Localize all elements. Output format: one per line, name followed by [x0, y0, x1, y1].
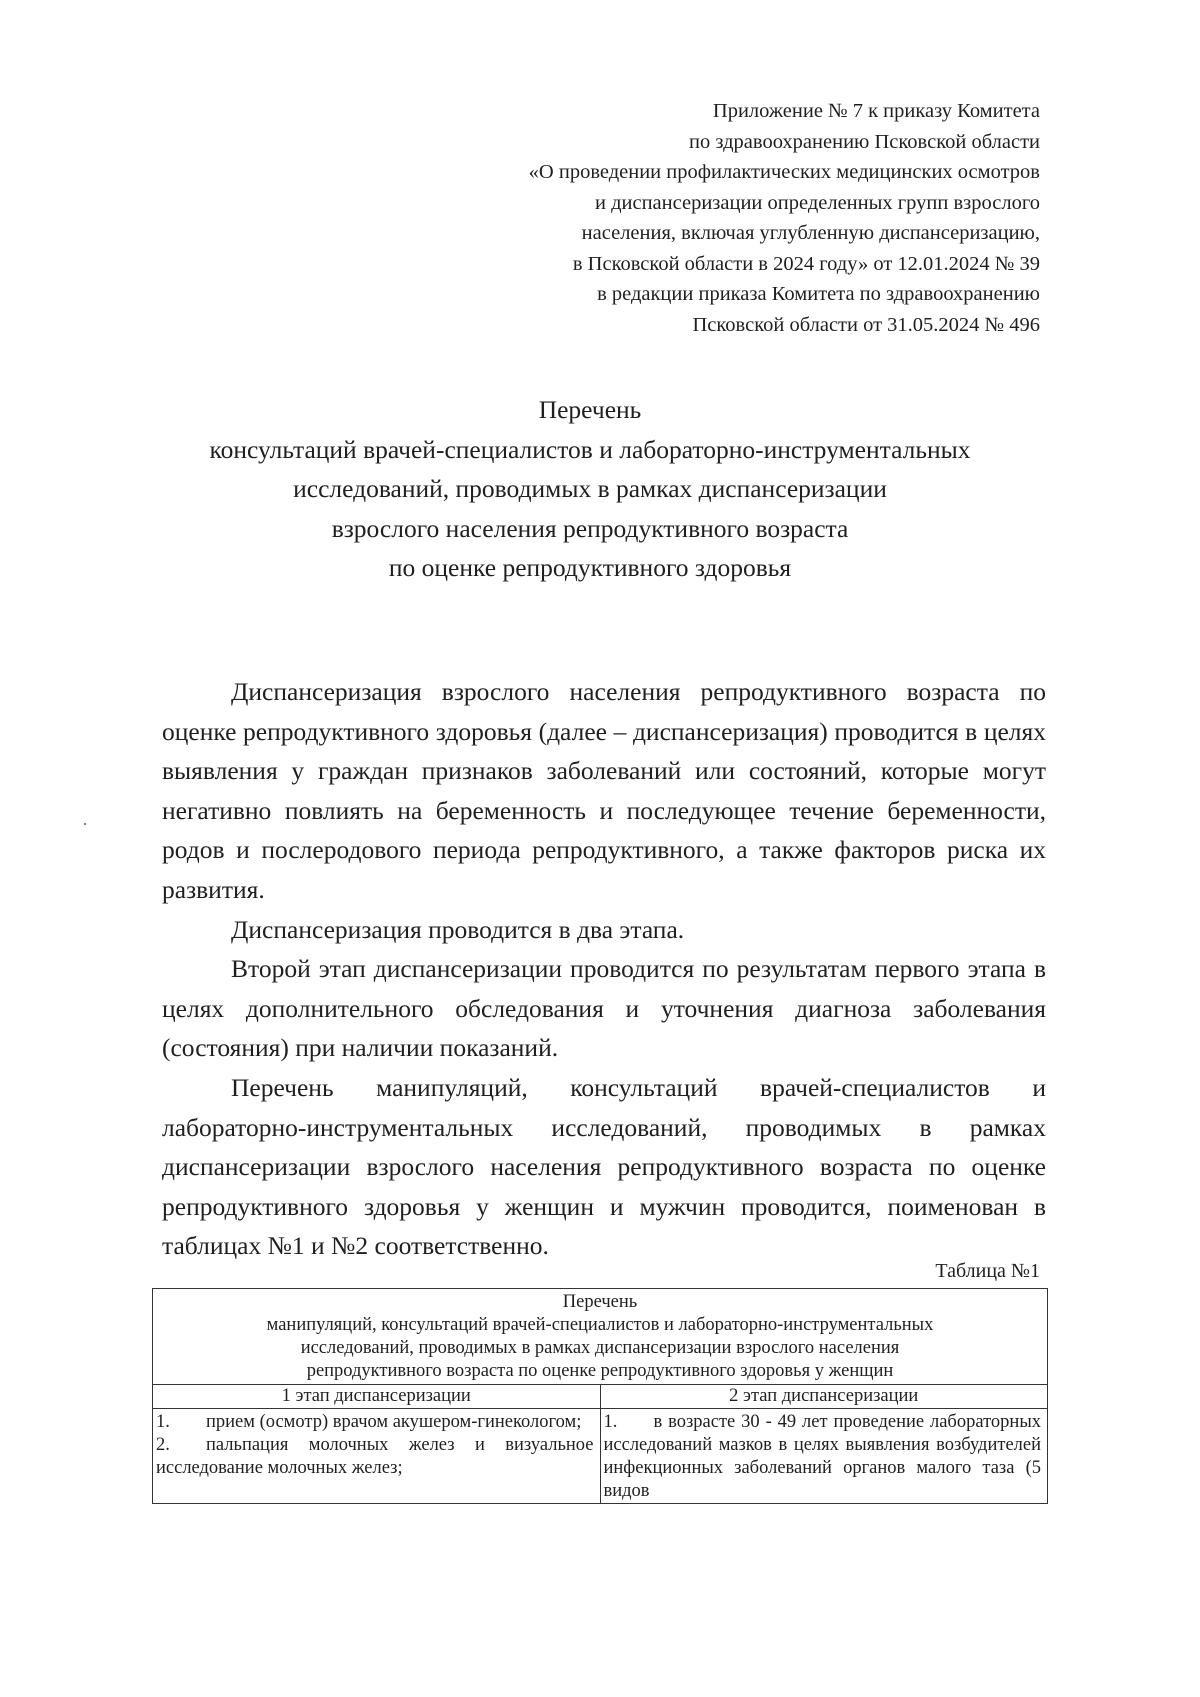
appendix-header-line: по здравоохранению Псковской области — [689, 130, 1040, 153]
document-title-line: исследований, проводимых в рамках диспансеризации — [293, 474, 887, 503]
appendix-header-line: в редакции приказа Комитета по здравоохранению — [597, 283, 1040, 305]
item-text: пальпация молочных желез и визуальное исследование молочных желез; — [156, 1435, 594, 1478]
stage1-item — [156, 1411, 594, 1434]
appendix-header — [420, 96, 1040, 340]
document-title-line: взрослого населения репродуктивного возраста — [331, 513, 849, 543]
body-text — [162, 672, 1046, 1266]
paragraph: Перечень манипуляций, консультаций врачей-специалистов и лабораторно-инструментальных исследований, проводимых в рамках диспансеризации взрослого населения репродуктивного возраста по оценке репродуктивного здоровья у женщин и мужчин проводится, поименован в таблицах №1 и №2 соответственно. — [162, 1072, 1046, 1261]
item-number: 1. — [603, 1412, 618, 1432]
stage2-cell — [600, 1409, 1048, 1503]
examination-table — [152, 1288, 1048, 1504]
document-title-line: консультаций врачей-специалистов и лабораторно-инструментальных — [209, 434, 971, 464]
table-label: Таблица №1 — [935, 1260, 1040, 1282]
table-caption — [153, 1289, 1047, 1385]
appendix-header-line: «О проведении профилактических медицинских осмотров — [528, 161, 1040, 183]
appendix-header-line: Приложение № 7 к приказу Комитета — [712, 100, 1040, 122]
item-text: в возрасте 30 - 49 лет проведение лабораторных исследований мазков в целях выявления возбудителей инфекционных заболеваний органов малого таза (5 видов — [603, 1412, 1041, 1501]
appendix-header-line: населения, включая углубленную диспансеризацию, — [581, 222, 1040, 244]
item-number: 1. — [156, 1412, 170, 1432]
table-caption-line: исследований, проводимых в рамках диспансеризации взрослого населения — [300, 1338, 900, 1358]
paragraph: Второй этап диспансеризации проводится по результатам первого этапа в целях дополнительного обследования и уточнения диагноза заболевания (состояния) при наличии показаний. — [162, 954, 1046, 1063]
appendix-header-line: в Псковской области в 2024 году» от 12.01.2024 № 39 — [572, 252, 1040, 275]
table-caption-line: Перечень — [562, 1292, 638, 1312]
item-number: 2. — [156, 1435, 170, 1455]
stage1-header: 1 этап диспансеризации — [281, 1386, 471, 1406]
paragraph: Диспансеризация взрослого населения репродуктивного возраста по оценке репродуктивного здоровья (далее – диспансеризация) проводится в целях выявления у граждан признаков заболеваний или состояний, которые могут негативно повлиять на беременность и последующее течение беременности, родов и послеродового периода репродуктивного, а также факторов риска их развития. — [162, 677, 1046, 904]
stage2-header: 2 этап диспансеризации — [600, 1385, 1048, 1408]
paragraph: Диспансеризация проводится в два этапа. — [231, 914, 685, 944]
table-caption-line: репродуктивного возраста по оценке репродуктивного здоровья у женщин — [306, 1361, 894, 1381]
scan-artifact — [84, 823, 86, 825]
table-row — [153, 1409, 1047, 1503]
stage1-item — [156, 1434, 594, 1480]
table-caption-line: манипуляций, консультаций врачей-специалистов и лабораторно-инструментальных — [266, 1315, 934, 1335]
appendix-header-line: Псковской области от 31.05.2024 № 496 — [692, 313, 1040, 336]
table-header-row — [153, 1385, 1047, 1409]
document-title-line: по оценке репродуктивного здоровья — [388, 553, 792, 582]
document-title — [150, 390, 1030, 588]
appendix-header-line: и диспансеризации определенных групп взрослого — [594, 191, 1040, 214]
stage2-item — [604, 1411, 1042, 1503]
item-text: прием (осмотр) врачом акушером-гинекологом; — [206, 1412, 582, 1432]
stage1-cell — [153, 1409, 600, 1503]
document-title-line: Перечень — [538, 395, 642, 424]
